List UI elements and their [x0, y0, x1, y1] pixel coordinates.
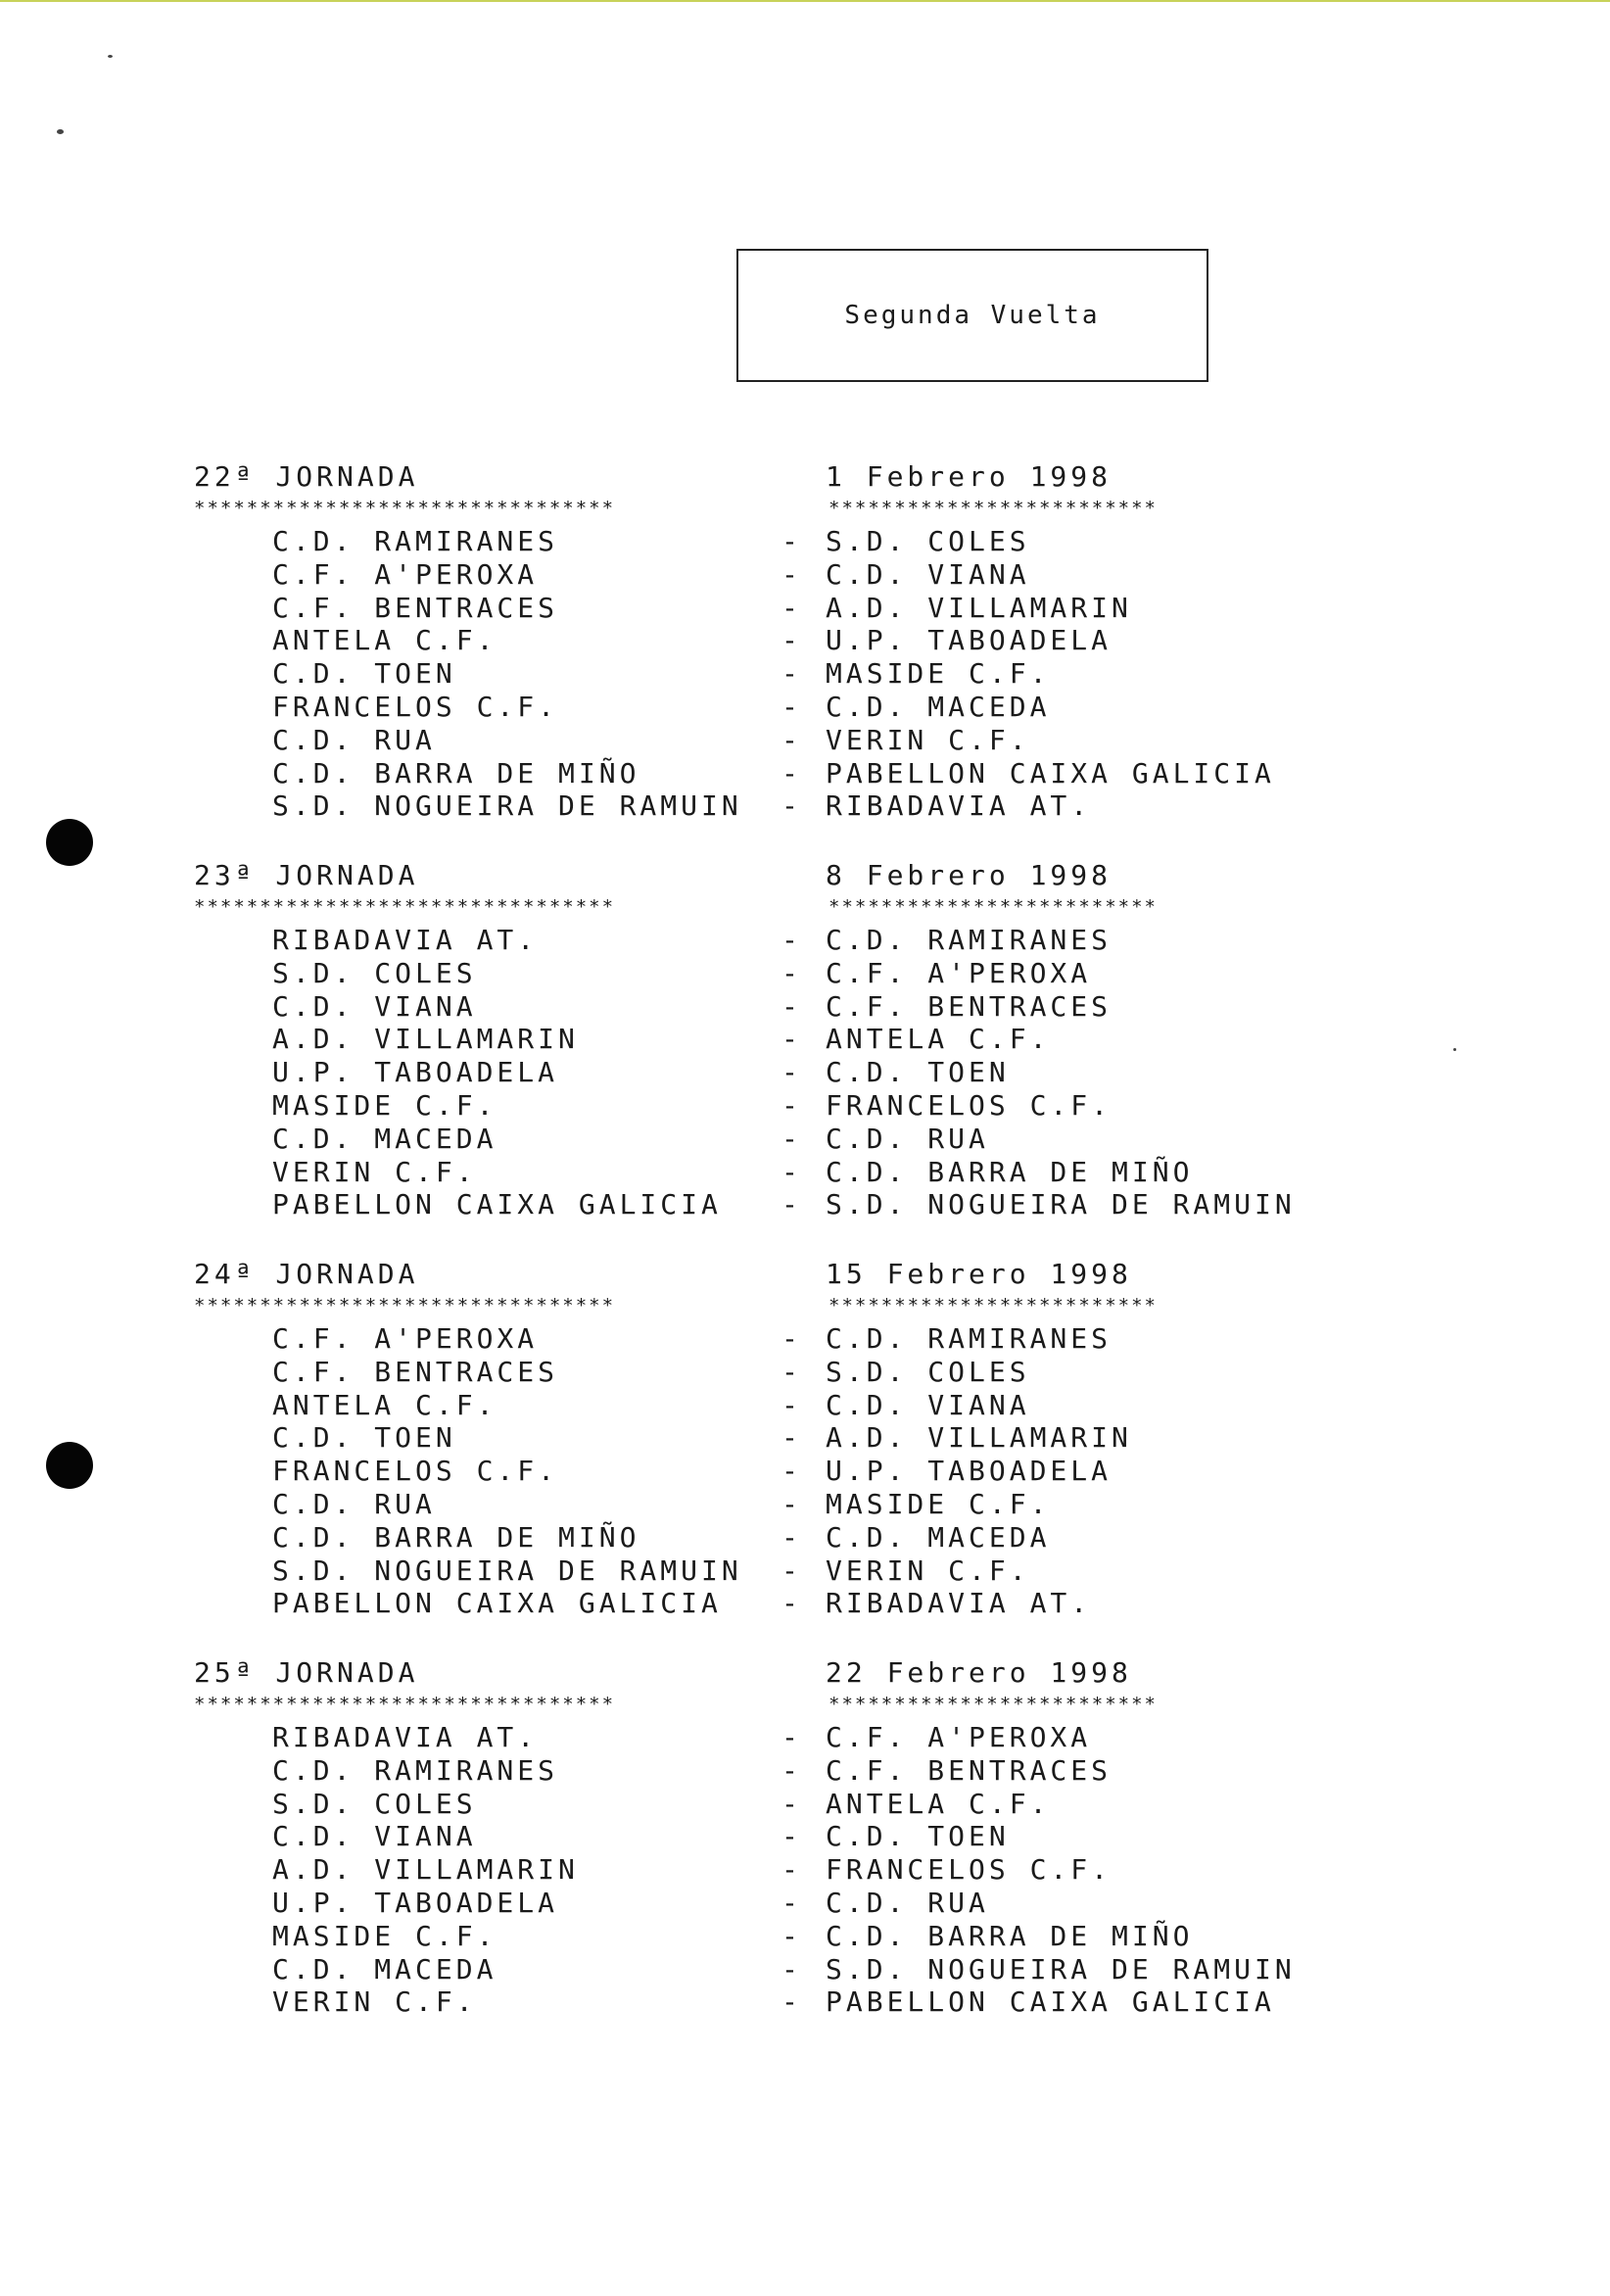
versus-dash: - [781, 723, 802, 756]
match-row [194, 1089, 1310, 1123]
asterisk-rule-left: ******************************** [194, 1694, 616, 1715]
away-team: C.F. BENTRACES [826, 1753, 1113, 1787]
asterisk-rule-right: ************************* [829, 896, 1158, 918]
home-team: C.F. BENTRACES [272, 1355, 559, 1388]
versus-dash: - [781, 1554, 802, 1587]
home-team: C.D. MACEDA [272, 1952, 497, 1985]
match-row [194, 1421, 1310, 1455]
away-team: C.D. RAMIRANES [826, 924, 1113, 956]
home-team: VERIN C.F. [272, 1155, 477, 1188]
away-team: A.D. VILLAMARIN [826, 591, 1132, 624]
home-team: A.D. VILLAMARIN [272, 1023, 579, 1056]
match-row [194, 1721, 1310, 1754]
match-row [194, 1123, 1310, 1156]
match-row [194, 1188, 1310, 1221]
asterisk-rule-right: ************************* [829, 498, 1158, 519]
versus-dash: - [781, 1023, 802, 1056]
versus-dash: - [781, 1455, 802, 1488]
versus-dash: - [781, 1155, 802, 1188]
versus-dash: - [781, 624, 802, 657]
jornada-date: 8 Febrero 1998 [826, 859, 1113, 891]
away-team: C.D. TOEN [826, 1820, 1010, 1853]
home-team: S.D. COLES [272, 1787, 477, 1820]
home-team: U.P. TABOADELA [272, 1886, 559, 1919]
away-team: VERIN C.F. [826, 723, 1030, 756]
punch-hole-lower [46, 1442, 93, 1489]
home-team: C.D. VIANA [272, 989, 477, 1023]
asterisk-rule [194, 494, 1310, 525]
versus-dash: - [781, 1985, 802, 2019]
home-team: C.F. BENTRACES [272, 591, 559, 624]
versus-dash: - [781, 1952, 802, 1985]
jornada-section [194, 460, 1310, 823]
punch-hole-upper [46, 819, 93, 866]
match-row [194, 1521, 1310, 1555]
away-team: S.D. NOGUEIRA DE RAMUIN [826, 1188, 1296, 1221]
home-team: ANTELA C.F. [272, 1388, 497, 1421]
home-team: RIBADAVIA AT. [272, 924, 539, 956]
away-team: C.D. BARRA DE MIÑO [826, 1919, 1194, 1952]
jornada-header [194, 1258, 1310, 1291]
home-team: MASIDE C.F. [272, 1088, 497, 1122]
match-row [194, 1887, 1310, 1920]
jornada-section [194, 1656, 1310, 2019]
away-team: S.D. COLES [826, 1355, 1030, 1388]
versus-dash: - [781, 1520, 802, 1554]
versus-dash: - [781, 1853, 802, 1887]
match-row [194, 1488, 1310, 1521]
home-team: C.D. RUA [272, 723, 436, 756]
home-team: C.F. A'PEROXA [272, 1322, 539, 1355]
away-team: C.D. BARRA DE MIÑO [826, 1155, 1194, 1188]
asterisk-rule-right: ************************* [829, 1694, 1158, 1715]
match-row [194, 1953, 1310, 1986]
match-row [194, 1056, 1310, 1089]
versus-dash: - [781, 1886, 802, 1919]
away-team: C.F. BENTRACES [826, 989, 1113, 1023]
match-row [194, 624, 1310, 657]
paper-speck [108, 55, 113, 58]
match-row [194, 1455, 1310, 1488]
match-row [194, 657, 1310, 691]
home-team: ANTELA C.F. [272, 624, 497, 657]
match-row [194, 789, 1310, 823]
versus-dash: - [781, 789, 802, 823]
match-row [194, 757, 1310, 790]
match-row [194, 1754, 1310, 1788]
match-row [194, 924, 1310, 957]
home-team: RIBADAVIA AT. [272, 1721, 539, 1753]
match-row [194, 592, 1310, 625]
versus-dash: - [781, 591, 802, 624]
away-team: MASIDE C.F. [826, 657, 1051, 691]
versus-dash: - [781, 989, 802, 1023]
home-team: C.D. BARRA DE MIÑO [272, 756, 640, 789]
away-team: U.P. TABOADELA [826, 1455, 1113, 1488]
versus-dash: - [781, 1587, 802, 1620]
asterisk-rule-left: ******************************** [194, 498, 616, 519]
home-team: FRANCELOS C.F. [272, 1455, 559, 1488]
match-row [194, 1820, 1310, 1853]
home-team: PABELLON CAIXA GALICIA [272, 1587, 722, 1620]
jornada-name: 23ª JORNADA [194, 859, 419, 891]
jornada-section [194, 859, 1310, 1221]
away-team: FRANCELOS C.F. [826, 1853, 1113, 1887]
home-team: S.D. NOGUEIRA DE RAMUIN [272, 789, 742, 823]
home-team: C.D. BARRA DE MIÑO [272, 1520, 640, 1554]
away-team: C.D. VIANA [826, 1388, 1030, 1421]
home-team: U.P. TABOADELA [272, 1056, 559, 1089]
away-team: C.D. MACEDA [826, 1520, 1051, 1554]
away-team: VERIN C.F. [826, 1554, 1030, 1587]
versus-dash: - [781, 756, 802, 789]
home-team: S.D. NOGUEIRA DE RAMUIN [272, 1554, 742, 1587]
paper-speck [57, 129, 64, 134]
away-team: C.F. A'PEROXA [826, 956, 1092, 989]
home-team: C.D. RAMIRANES [272, 1753, 559, 1787]
jornada-name: 22ª JORNADA [194, 460, 419, 493]
asterisk-rule-left: ******************************** [194, 1295, 616, 1316]
match-row [194, 558, 1310, 592]
match-row [194, 1156, 1310, 1189]
away-team: RIBADAVIA AT. [826, 1587, 1092, 1620]
versus-dash: - [781, 1188, 802, 1221]
jornada-header [194, 859, 1310, 892]
match-row [194, 990, 1310, 1024]
versus-dash: - [781, 1787, 802, 1820]
versus-dash: - [781, 525, 802, 557]
versus-dash: - [781, 1421, 802, 1455]
match-row [194, 1587, 1310, 1620]
versus-dash: - [781, 657, 802, 691]
versus-dash: - [781, 690, 802, 723]
asterisk-rule [194, 1690, 1310, 1721]
asterisk-rule-right: ************************* [829, 1295, 1158, 1316]
versus-dash: - [781, 1122, 802, 1155]
jornada-name: 25ª JORNADA [194, 1656, 419, 1689]
match-row [194, 1356, 1310, 1389]
away-team: ANTELA C.F. [826, 1787, 1051, 1820]
versus-dash: - [781, 1355, 802, 1388]
home-team: C.D. RUA [272, 1487, 436, 1520]
away-team: C.D. VIANA [826, 557, 1030, 591]
home-team: C.F. A'PEROXA [272, 557, 539, 591]
versus-dash: - [781, 557, 802, 591]
versus-dash: - [781, 1056, 802, 1089]
away-team: C.D. MACEDA [826, 690, 1051, 723]
page-title: Segunda Vuelta [844, 301, 1101, 330]
versus-dash: - [781, 1919, 802, 1952]
versus-dash: - [781, 956, 802, 989]
away-team: C.D. RUA [826, 1886, 989, 1919]
versus-dash: - [781, 1721, 802, 1753]
home-team: C.D. TOEN [272, 657, 456, 691]
versus-dash: - [781, 1322, 802, 1355]
jornada-name: 24ª JORNADA [194, 1258, 419, 1290]
match-row [194, 1853, 1310, 1887]
versus-dash: - [781, 1820, 802, 1853]
away-team: RIBADAVIA AT. [826, 789, 1092, 823]
home-team: C.D. MACEDA [272, 1122, 497, 1155]
jornada-header [194, 1656, 1310, 1690]
jornada-date: 1 Febrero 1998 [826, 460, 1113, 493]
match-row [194, 1920, 1310, 1953]
away-team: ANTELA C.F. [826, 1023, 1051, 1056]
home-team: C.D. RAMIRANES [272, 525, 559, 557]
asterisk-rule [194, 1291, 1310, 1322]
match-row [194, 1389, 1310, 1422]
home-team: A.D. VILLAMARIN [272, 1853, 579, 1887]
title-box [736, 249, 1208, 382]
match-row [194, 1788, 1310, 1821]
match-row [194, 1322, 1310, 1356]
versus-dash: - [781, 924, 802, 956]
home-team: C.D. TOEN [272, 1421, 456, 1455]
jornada-date: 22 Febrero 1998 [826, 1656, 1132, 1689]
home-team: VERIN C.F. [272, 1985, 477, 2019]
match-row [194, 724, 1310, 757]
paper-speck [1453, 1048, 1456, 1051]
away-team: U.P. TABOADELA [826, 624, 1113, 657]
match-row [194, 1023, 1310, 1056]
home-team: MASIDE C.F. [272, 1919, 497, 1952]
away-team: C.D. TOEN [826, 1056, 1010, 1089]
away-team: PABELLON CAIXA GALICIA [826, 756, 1275, 789]
match-row [194, 1985, 1310, 2019]
versus-dash: - [781, 1487, 802, 1520]
versus-dash: - [781, 1088, 802, 1122]
home-team: S.D. COLES [272, 956, 477, 989]
away-team: C.D. RUA [826, 1122, 989, 1155]
away-team: C.F. A'PEROXA [826, 1721, 1092, 1753]
match-row [194, 957, 1310, 990]
away-team: MASIDE C.F. [826, 1487, 1051, 1520]
jornada-section [194, 1258, 1310, 1620]
away-team: A.D. VILLAMARIN [826, 1421, 1132, 1455]
home-team: FRANCELOS C.F. [272, 690, 559, 723]
jornada-date: 15 Febrero 1998 [826, 1258, 1132, 1290]
home-team: C.D. VIANA [272, 1820, 477, 1853]
asterisk-rule-left: ******************************** [194, 896, 616, 918]
away-team: S.D. COLES [826, 525, 1030, 557]
match-row [194, 1555, 1310, 1588]
versus-dash: - [781, 1388, 802, 1421]
asterisk-rule [194, 892, 1310, 924]
away-team: C.D. RAMIRANES [826, 1322, 1113, 1355]
home-team: PABELLON CAIXA GALICIA [272, 1188, 722, 1221]
away-team: S.D. NOGUEIRA DE RAMUIN [826, 1952, 1296, 1985]
away-team: FRANCELOS C.F. [826, 1088, 1113, 1122]
jornada-header [194, 460, 1310, 494]
versus-dash: - [781, 1753, 802, 1787]
away-team: PABELLON CAIXA GALICIA [826, 1985, 1275, 2019]
match-row [194, 691, 1310, 724]
top-edge-line [0, 0, 1610, 2]
match-row [194, 525, 1310, 558]
